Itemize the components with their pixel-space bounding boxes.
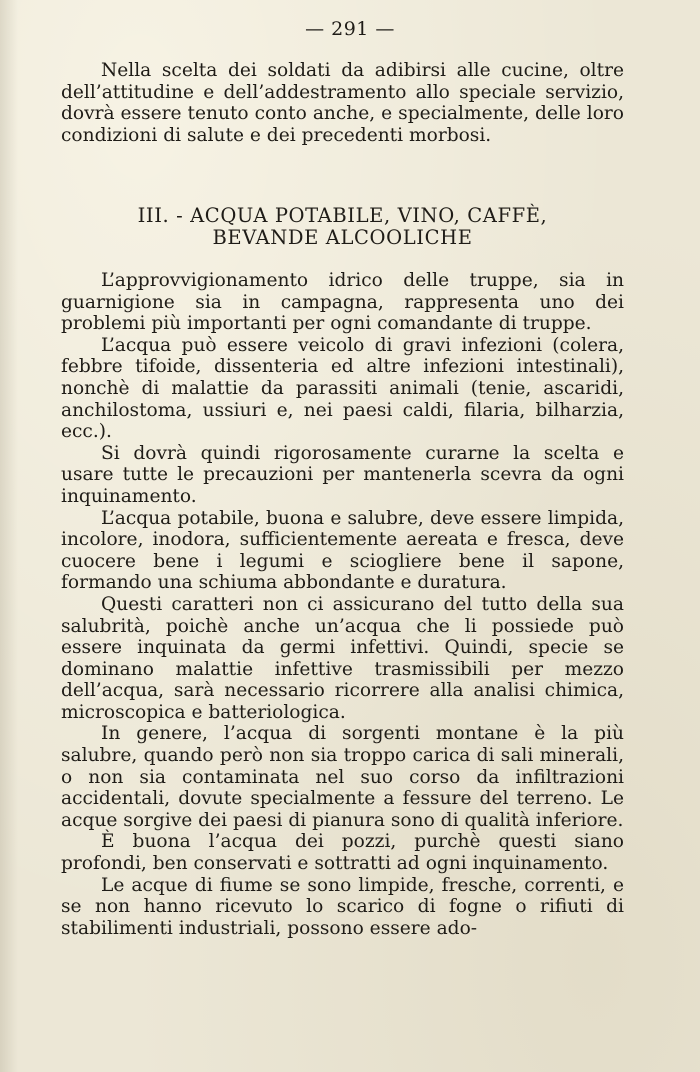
section-body <box>61 270 624 939</box>
body-paragraph: In genere, l’acqua di sorgenti montane è la più salubre, quando però non sia troppo carica di sali minerali, o non sia contaminata nel suo corso da infiltrazioni accidentali, dovute specialmente a fessure del terreno. Le acque sorgive dei paesi di pianura sono di qualità inferiore. <box>61 723 624 831</box>
body-paragraph: È buona l’acqua dei pozzi, purchè questi siano profondi, ben conservati e sottratti ad ogni inquinamento. <box>61 831 624 875</box>
body-paragraph: Le acque di fiume se sono limpide, fresche, correnti, e se non hanno ricevuto lo scarico di fogne o rifiuti di stabilimenti industriali, possono essere ado- <box>61 874 624 939</box>
body-paragraph: Questi caratteri non ci assicurano del tutto della sua salubrità, poichè anche un’acqua che li possiede può essere inquinata da germi infettivi. Quindi, specie se dominano malattie infettive trasmissibili per mezzo dell’acqua, sarà necessario ricorrere alla analisi chimica, microscopica e batteriologica. <box>61 593 624 723</box>
intro-paragraph: Nella scelta dei soldati da adibirsi alle cucine, oltre dell’attitudine e dell’addestramento allo speciale servizio, dovrà essere tenuto conto anche, e specialmente, delle loro condizioni di salute e dei precedenti morbosi. <box>61 60 624 146</box>
page-number: — 291 — <box>305 18 395 40</box>
body-paragraph: L’approvvigionamento idrico delle truppe, sia in guarnigione sia in campagna, rappresenta uno dei problemi più importanti per ogni comandante di truppe. <box>61 270 624 335</box>
intro-text-block <box>61 60 624 146</box>
body-paragraph: Si dovrà quindi rigorosamente curarne la scelta e usare tutte le precauzioni per mantenerla scevra da ogni inquinamento. <box>61 442 624 507</box>
body-paragraph: L’acqua potabile, buona e salubre, deve essere limpida, incolore, inodora, sufficientemente aereata e fresca, deve cuocere bene i legumi e sciogliere bene il sapone, formando una schiuma abbondante e duratura. <box>61 507 624 594</box>
section-heading <box>61 205 624 249</box>
section-heading-line-1: III. - ACQUA POTABILE, VINO, CAFFÈ, <box>137 204 548 227</box>
body-paragraph: L’acqua può essere veicolo di gravi infezioni (colera, febbre tifoide, dissenteria ed altre infezioni intestinali), nonchè di malattie da parassiti animali (tenie, ascaridi, anchilostoma, ussiuri e, nei paesi caldi, filaria, bilharzia, ecc.). <box>61 334 624 443</box>
section-heading-line-2: BEVANDE ALCOOLICHE <box>212 226 473 249</box>
binding-shadow <box>0 0 18 1072</box>
